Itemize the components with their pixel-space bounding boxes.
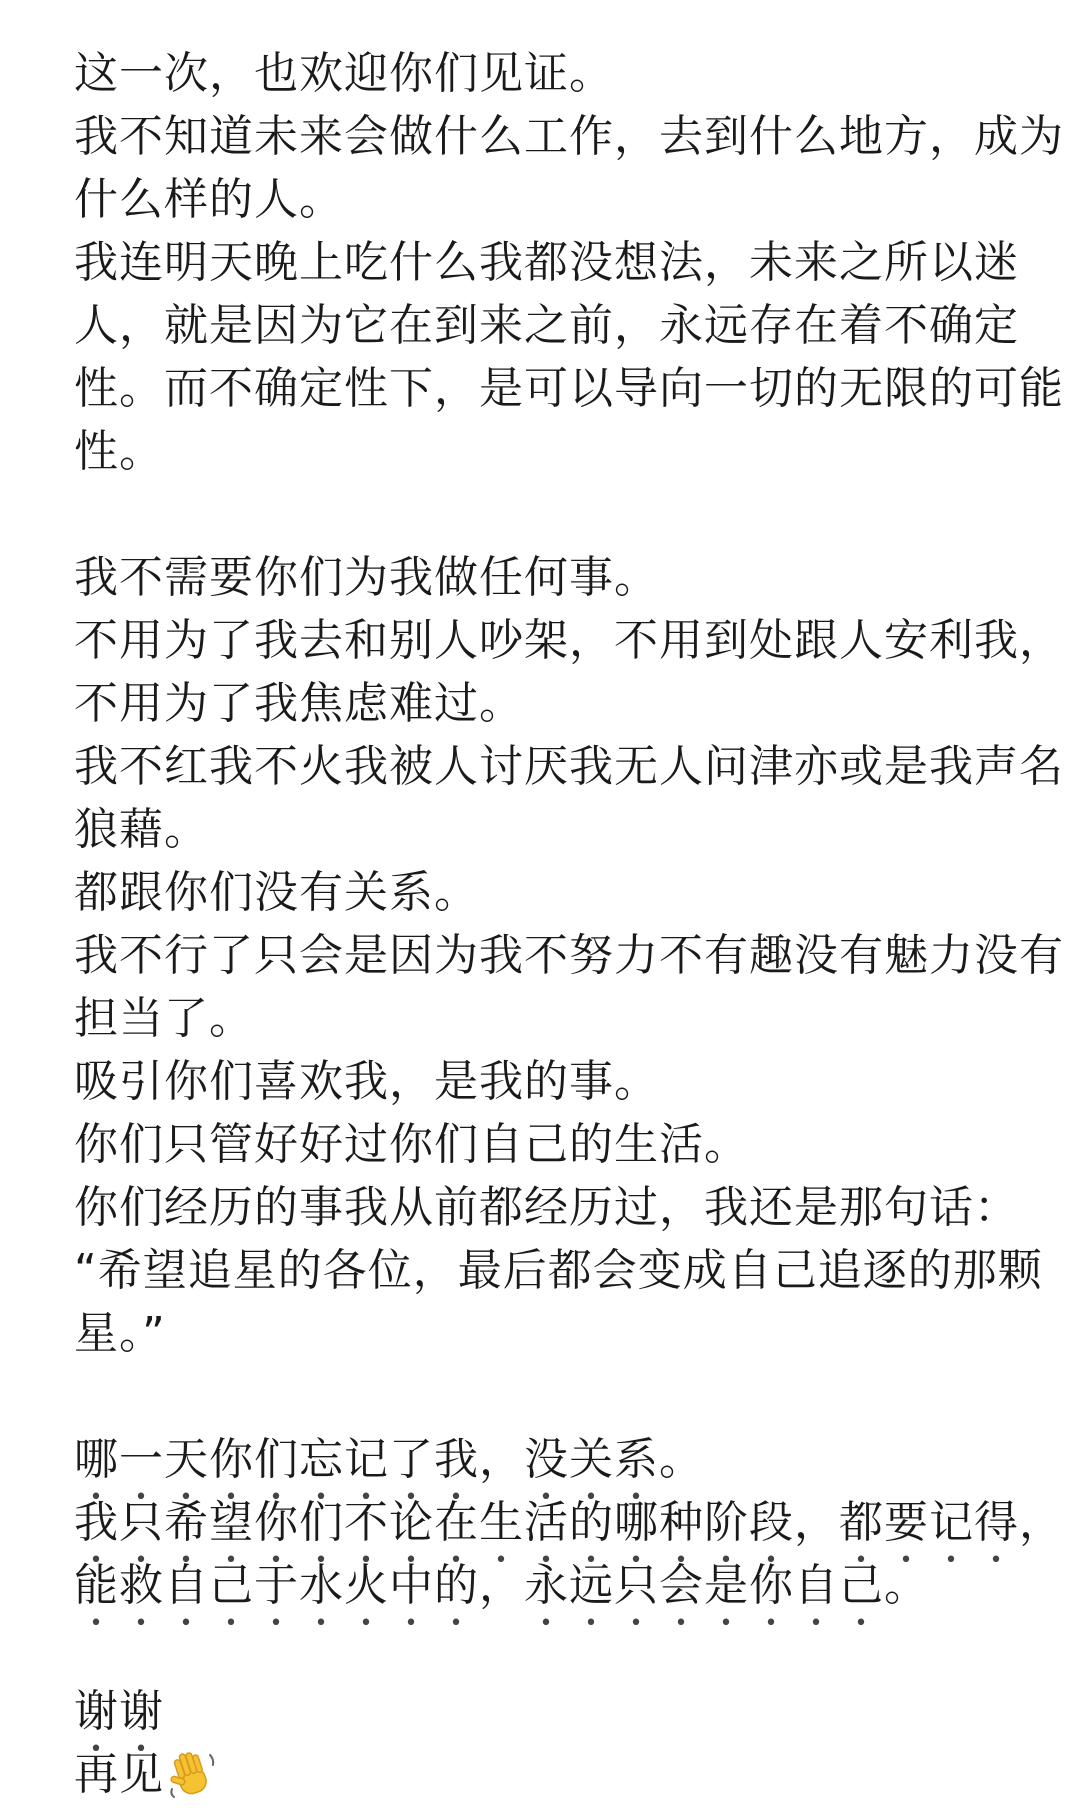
emphasized-line: 哪一天你们忘记了我，没关系。: [74, 1434, 704, 1485]
text-line: 都跟你们没有关系。: [74, 867, 479, 918]
emphasized-line: 我只希望你们不论在生活的哪种阶段，都要记得，: [74, 1497, 1064, 1548]
paragraph-1: [74, 42, 1064, 483]
text-line: 人，就是因为它在到来之前，永远存在着不确定: [74, 300, 1019, 351]
paragraph-gap: [74, 1365, 1034, 1428]
text-line: 不用为了我焦虑难过。: [74, 678, 524, 729]
text-line: 不用为了我去和别人吵架，不用到处跟人安利我，: [74, 615, 1064, 666]
quote-line: 星。”: [74, 1308, 166, 1359]
text-line: 你们经历的事我从前都经历过，我还是那句话：: [74, 1182, 1019, 1233]
text-line: 这一次，也欢迎你们见证。: [74, 48, 614, 99]
text-line: 我不行了只会是因为我不努力不有趣没有魅力没有: [74, 930, 1064, 981]
paragraph-gap: [74, 483, 1034, 546]
paragraph-3-emphasized: [74, 1428, 1064, 1617]
text-line: 吸引你们喜欢我，是我的事。: [74, 1056, 659, 1107]
text-line: 我连明天晚上吃什么我都没想法，未来之所以迷: [74, 237, 1019, 288]
goodbye-text: 再见: [74, 1749, 164, 1800]
waving-hand-icon: [166, 1747, 218, 1799]
document-body: [74, 42, 1064, 1806]
text-line: 性。而不确定性下，是可以导向一切的无限的可能: [74, 363, 1064, 414]
text-line: 你们只管好好过你们自己的生活。: [74, 1119, 749, 1170]
text-line: 狼藉。: [74, 804, 209, 855]
thanks-text: 谢谢: [74, 1686, 164, 1737]
text-line: 性。: [74, 426, 164, 477]
text-line: 我不知道未来会做什么工作，去到什么地方，成为: [74, 111, 1064, 162]
text-line: 我不红我不火我被人讨厌我无人问津亦或是我声名: [74, 741, 1064, 792]
paragraph-2: [74, 546, 1064, 1365]
text-line: 担当了。: [74, 993, 254, 1044]
text-line: 我不需要你们为我做任何事。: [74, 552, 659, 603]
quote-line: “希望追星的各位，最后都会变成自己追逐的那颗: [74, 1245, 1043, 1296]
text-line: 什么样的人。: [74, 174, 344, 225]
closing: [74, 1680, 1034, 1806]
paragraph-gap: [74, 1617, 1034, 1680]
emphasized-line: 能救自己于水火中的，永远只会是你自己。: [74, 1560, 929, 1611]
